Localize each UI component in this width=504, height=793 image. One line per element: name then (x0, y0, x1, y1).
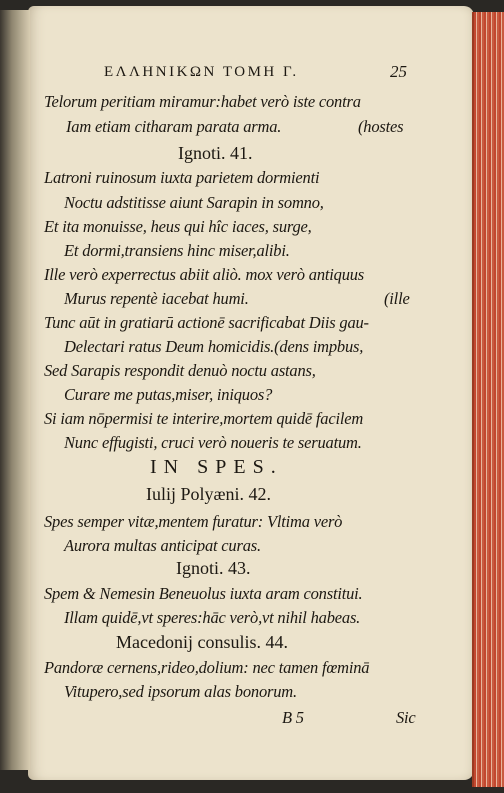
text-line: Spes semper vitæ,mentem furatur: Vltima verò (44, 512, 343, 531)
section-heading: Ignoti. 43. (176, 558, 251, 578)
text-line: Ille verò experrectus abiit aliò. mox verò antiquus (44, 265, 365, 284)
text-line: Et dormi,transiens hinc miser,alibi. (64, 241, 290, 260)
text-line: Telorum peritiam miramur:habet verò iste contra (44, 92, 361, 111)
text-line: Pandoræ cernens,rideo,dolium: nec tamen fœminā (44, 658, 370, 677)
text-line: Tunc aūt in gratiarū actionē sacrificabat Diis gau- (44, 313, 369, 332)
section-heading: Iulij Polyæni. 42. (146, 484, 272, 504)
text-line: Murus repentè iacebat humi. (64, 289, 249, 308)
page-number: 25 (390, 62, 407, 81)
text-line: Illam quidē,vt speres:hāc verò,vt nihil habeas. (64, 608, 361, 627)
text-line: Sed Sarapis respondit denuò noctu astans, (44, 361, 316, 380)
text-line: Spem & Nemesin Beneuolus iuxta aram constitui. (44, 584, 363, 603)
text-line: Delectari ratus Deum homicidis.(dens impbus, (64, 337, 364, 356)
running-title: ΕΛΛΗΝΙΚΩΝ ΤΟΜΗ Γ. (104, 64, 299, 80)
text-line: (ille (384, 289, 410, 308)
section-heading: Macedonij consulis. 44. (116, 632, 288, 652)
text-line: (hostes (358, 117, 404, 136)
text-line: Latroni ruinosum iuxta parietem dormienti (44, 168, 320, 187)
text-line: Iam etiam citharam parata arma. (66, 117, 282, 136)
section-title: IN SPES. (150, 456, 283, 478)
book-gutter (0, 10, 30, 770)
catchword: Sic (396, 708, 416, 727)
text-line: Aurora multas anticipat curas. (64, 536, 261, 555)
text-line: Et ita monuisse, heus qui hîc iaces, surge, (44, 217, 312, 236)
page-edge-red (472, 12, 504, 787)
text-line: Nunc effugisti, cruci verò noueris te seruatum. (64, 433, 362, 452)
text-line: Vitupero,sed ipsorum alas bonorum. (64, 682, 297, 701)
text-line: Curare me putas,miser, iniquos? (64, 385, 273, 404)
section-heading: Ignoti. 41. (178, 143, 253, 163)
text-line: Si iam nōpermisi te interire,mortem quidē facilem (44, 409, 364, 428)
text-line: Noctu adstitisse aiunt Sarapin in somno, (64, 193, 324, 212)
signature-mark: B 5 (282, 708, 304, 727)
